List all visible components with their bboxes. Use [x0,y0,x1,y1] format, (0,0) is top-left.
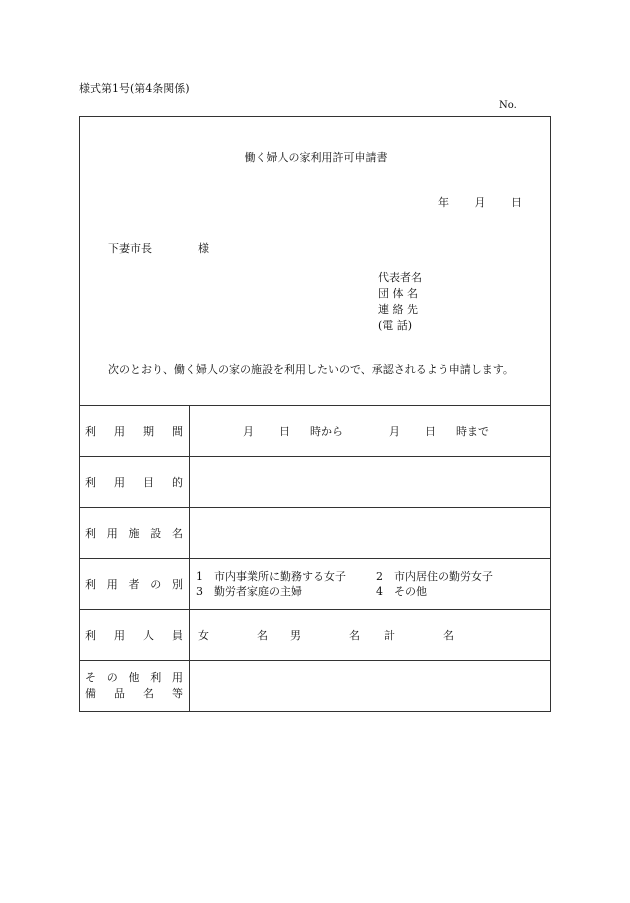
label-char: 等 [172,687,183,700]
label-char: 利 [85,476,96,489]
table-row [80,406,551,457]
honorific: 様 [198,242,209,255]
label-char: 備 [85,687,96,700]
label-char: 用 [106,527,118,540]
male-unit: 名 [349,629,360,642]
table-row [80,559,551,610]
row-label-headcount [80,610,190,661]
user-type-option-4[interactable]: 4 その他 [376,585,427,598]
label-char: 目 [143,476,154,489]
facility-name-field[interactable] [190,508,551,559]
label-char: 名 [172,527,183,540]
other-equipment-field[interactable] [190,661,551,712]
usage-purpose-field[interactable] [190,457,551,508]
headcount-field[interactable] [190,610,551,661]
row-label-usage-purpose [80,457,190,508]
contact-label: 連 絡 先 [378,303,418,316]
label-char: の [150,578,162,591]
total-label: 計 [384,629,395,642]
label-char: 設 [150,527,162,540]
label-char: 用 [172,671,183,684]
label-char: 施 [128,527,140,540]
user-type-field[interactable] [190,559,551,610]
label-char: 的 [172,476,183,489]
label-char: 用 [114,629,125,642]
label-char: 者 [128,578,140,591]
day-label: 日 [511,196,522,209]
label-char: 員 [172,629,183,642]
label-char: 間 [172,425,183,438]
addressee [108,240,209,256]
label-char: 別 [172,578,183,591]
period-to-time: 時まで [456,425,489,438]
label-char: 利 [150,671,162,684]
label-char: 用 [114,476,125,489]
user-type-option-3[interactable]: 3 勤労者家庭の主婦 [196,585,302,598]
label-char: 期 [143,425,154,438]
period-from-time: 時から [310,425,343,438]
row-label-user-type [80,559,190,610]
label-char: 利 [85,527,96,540]
label-char: 利 [85,425,96,438]
user-type-option-1[interactable]: 1 市内事業所に勤務する女子 [196,570,346,583]
label-char: 品 [114,687,125,700]
label-char: の [106,671,118,684]
month-label: 月 [474,196,486,209]
period-month-from: 月 [243,425,254,438]
table-row [80,610,551,661]
form-label: 様式第1号(第4条関係) [79,82,190,95]
document-title: 働く婦人の家利用許可申請書 [244,151,388,164]
row-label-facility-name [80,508,190,559]
label-char: 他 [128,671,140,684]
request-statement: 次のとおり、働く婦人の家の施設を利用したいので、承認されるよう申請します。 [108,363,514,376]
female-unit: 名 [257,629,268,642]
details-table [79,405,551,712]
phone-label: (電 話) [378,319,413,332]
female-label: 女 [198,629,209,642]
date-line [438,194,522,210]
label-char: 利 [85,578,96,591]
table-row [80,661,551,712]
representative-name-label: 代表者名 [378,271,422,284]
period-month-to: 月 [389,425,400,438]
user-type-option-2[interactable]: 2 市内居住の勤労女子 [376,570,493,583]
label-char: 人 [143,629,154,642]
label-char: 利 [85,629,96,642]
male-label: 男 [290,629,301,642]
row-label-usage-period [80,406,190,457]
application-header-box [79,116,551,406]
total-unit: 名 [443,629,454,642]
label-char: 用 [106,578,118,591]
organization-name-label: 団 体 名 [378,287,418,300]
year-label: 年 [438,196,449,209]
table-row [80,508,551,559]
addressee-name: 下妻市長 [108,242,152,255]
period-day-to: 日 [425,425,436,438]
label-char: 用 [114,425,125,438]
label-char: そ [85,671,96,684]
period-day-from: 日 [279,425,290,438]
table-row [80,457,551,508]
usage-period-field[interactable] [190,406,551,457]
label-char: 名 [143,687,154,700]
row-label-other-equipment [80,661,190,712]
document-number-label: No. [499,100,517,111]
